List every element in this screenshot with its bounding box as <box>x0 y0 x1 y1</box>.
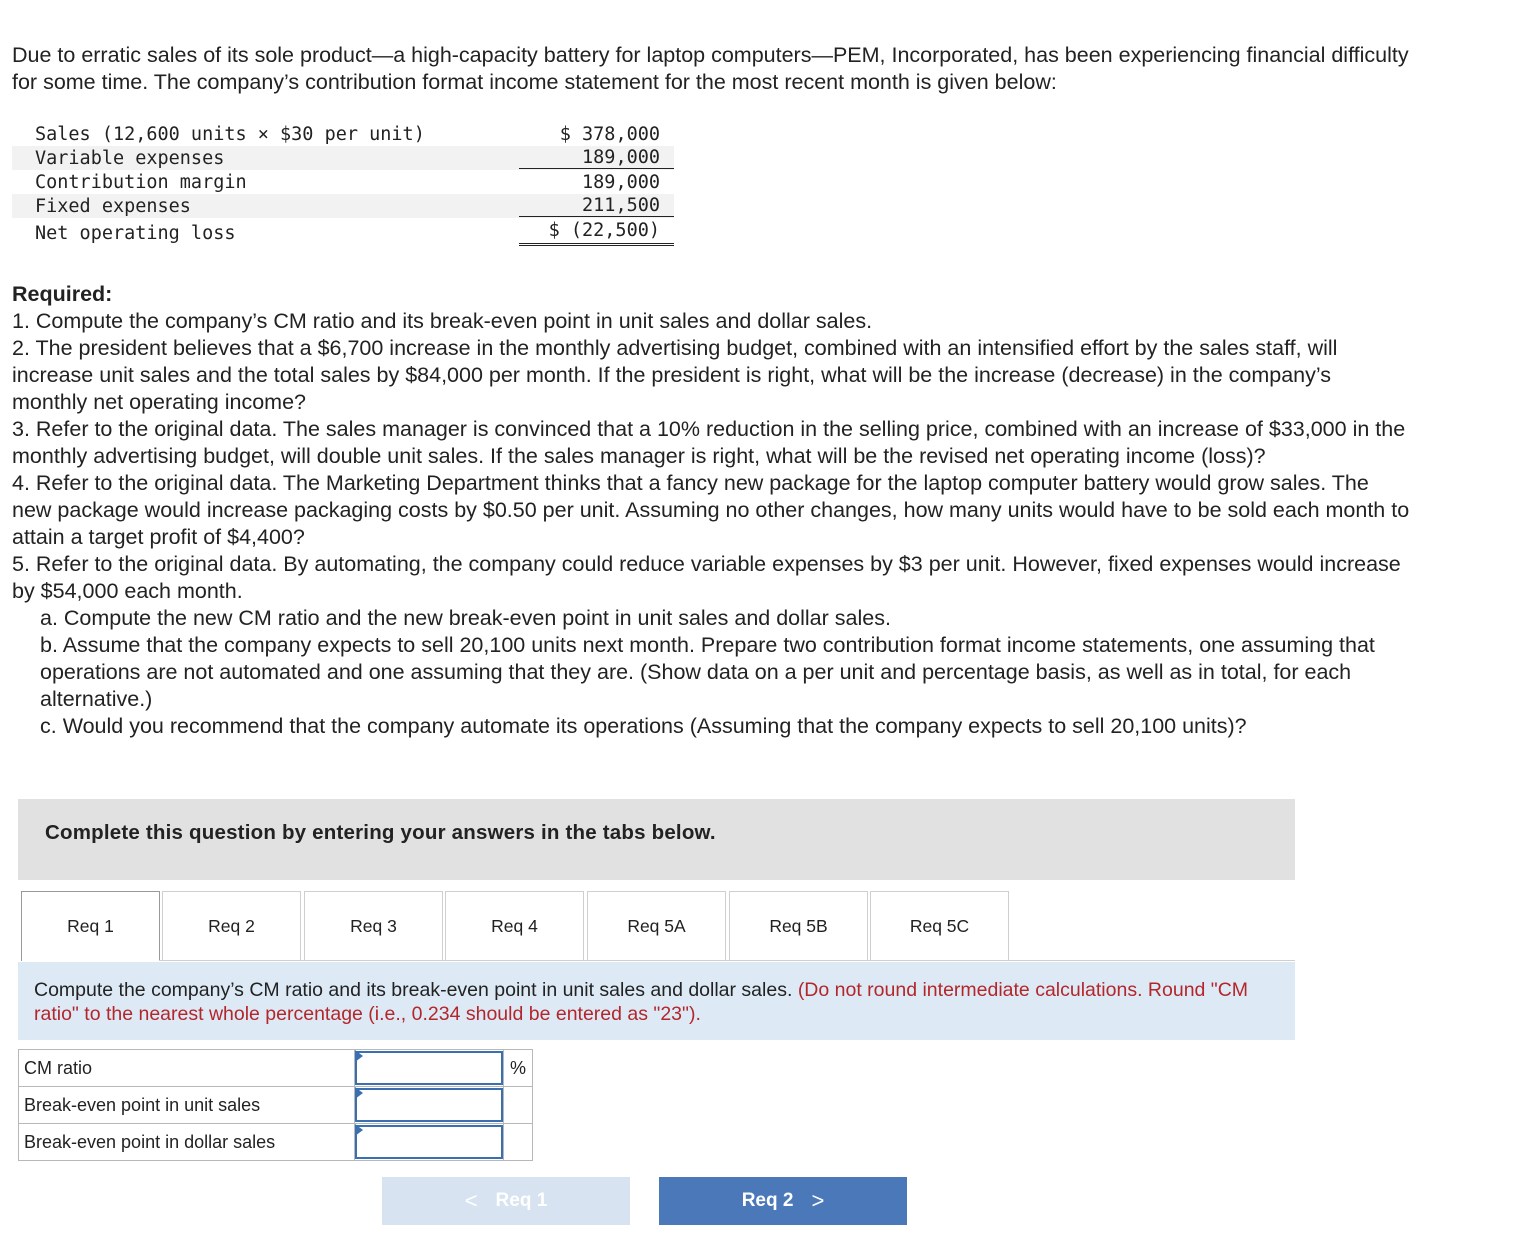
tab-req-5c[interactable]: Req 5C <box>870 891 1009 961</box>
break-even-dollars-input[interactable] <box>355 1125 503 1159</box>
answer-row-break-even-dollars <box>19 1124 533 1161</box>
previous-req-button <box>382 1177 630 1225</box>
next-req-button[interactable] <box>659 1177 907 1225</box>
answer-row-cm-ratio <box>19 1050 533 1087</box>
required-subitem: c. Would you recommend that the company automate its operations (Assuming that the company expects to sell 20,100 units)? <box>40 714 1247 738</box>
statement-row-fixed-expenses <box>12 194 674 218</box>
instruction-hint: (Do not round intermediate calculations. Round "CM ratio" to the nearest whole percentage (i.e., 0.234 should be entered as "23"). <box>34 979 1249 1025</box>
income-statement <box>12 122 674 248</box>
required-section <box>12 281 1412 740</box>
answer-label: Break-even point in dollar sales <box>19 1124 355 1161</box>
statement-row-contribution-margin <box>12 170 674 194</box>
answer-cell <box>355 1124 504 1161</box>
statement-label: Sales (12,600 units × $30 per unit) <box>35 123 425 145</box>
statement-label: Fixed expenses <box>35 195 191 217</box>
chevron-left-icon: < <box>464 1188 478 1213</box>
answer-label: CM ratio <box>19 1050 355 1087</box>
required-item: 3. Refer to the original data. The sales manager is convinced that a 10% reduction in the selling price, combined with an increase of $33,000 in the monthly advertising budget, will double unit sales. If the sales manager is right, what will be the revised net operating income (loss)? <box>12 417 1406 468</box>
answer-table <box>18 1049 533 1161</box>
required-title: Required: <box>12 282 113 306</box>
answer-cell <box>355 1087 504 1124</box>
required-item: 2. The president believes that a $6,700 increase in the monthly advertising budget, combined with an intensified effort by the sales staff, will increase unit sales and the total sales by $84,000 per month. If the president is right, what will be the increase (decrease) in the company’s monthly net operating income? <box>12 336 1338 414</box>
tab-req-5a[interactable]: Req 5A <box>587 891 726 961</box>
statement-label: Net operating loss <box>35 222 236 244</box>
statement-amount: 189,000 <box>519 147 674 169</box>
statement-amount: 189,000 <box>582 171 660 193</box>
break-even-units-input[interactable] <box>355 1088 503 1122</box>
unit-cell <box>504 1124 533 1161</box>
answer-label: Break-even point in unit sales <box>19 1087 355 1124</box>
statement-row-net-operating-loss <box>12 218 674 248</box>
statement-row-sales <box>12 122 674 146</box>
tab-divider <box>159 960 1295 961</box>
statement-label: Variable expenses <box>35 147 225 169</box>
answer-cell <box>355 1050 504 1087</box>
unit-cell <box>504 1087 533 1124</box>
required-subitem: b. Assume that the company expects to sell 20,100 units next month. Prepare two contribution format income statements, one assuming that operations are not automated and one assuming that they are. (Show data on a per unit and percentage basis, as well as in total, for each alternative.) <box>40 633 1375 711</box>
instruction-text: Compute the company’s CM ratio and its break-even point in unit sales and dollar sales. <box>34 979 793 1001</box>
statement-amount: 211,500 <box>519 195 674 217</box>
required-subitem: a. Compute the new CM ratio and the new break-even point in unit sales and dollar sales. <box>40 606 891 630</box>
instructions-banner: Complete this question by entering your answers in the tabs below. <box>18 799 1295 880</box>
tab-req-4[interactable]: Req 4 <box>445 891 584 961</box>
chevron-right-icon: > <box>811 1188 825 1213</box>
statement-label: Contribution margin <box>35 171 247 193</box>
cm-ratio-input[interactable] <box>355 1051 503 1085</box>
statement-amount: $ (22,500) <box>519 220 674 246</box>
next-req-label: Req 2 <box>741 1190 794 1211</box>
answer-row-break-even-units <box>19 1087 533 1124</box>
previous-req-label: Req 1 <box>495 1190 548 1211</box>
problem-intro: Due to erratic sales of its sole product—a high-capacity battery for laptop computers—PEM, Incorporated, has been experiencing financial difficulty for some time. The company’s contribution format income statement for the most recent month is given below: <box>12 43 1409 94</box>
tab-req-1[interactable]: Req 1 <box>21 891 160 961</box>
required-item: 5. Refer to the original data. By automating, the company could reduce variable expenses by $3 per unit. However, fixed expenses would increase by $54,000 each month. <box>12 552 1401 603</box>
input-flag-icon <box>355 1087 363 1099</box>
tab-instruction <box>18 962 1295 1040</box>
tab-req-2[interactable]: Req 2 <box>162 891 301 961</box>
tab-req-5b[interactable]: Req 5B <box>729 891 868 961</box>
required-item: 4. Refer to the original data. The Marketing Department thinks that a fancy new package for the laptop computer battery would grow sales. The new package would increase packaging costs by $0.50 per unit. Assuming no other changes, how many units would have to be sold each month to attain a target profit of $4,400? <box>12 471 1410 549</box>
input-flag-icon <box>355 1050 363 1062</box>
input-flag-icon <box>355 1124 363 1136</box>
percent-unit: % <box>504 1050 533 1087</box>
statement-amount: $ 378,000 <box>559 123 660 145</box>
statement-row-variable-expenses <box>12 146 674 170</box>
tab-req-3[interactable]: Req 3 <box>304 891 443 961</box>
required-item: 1. Compute the company’s CM ratio and its break-even point in unit sales and dollar sales. <box>12 309 873 333</box>
